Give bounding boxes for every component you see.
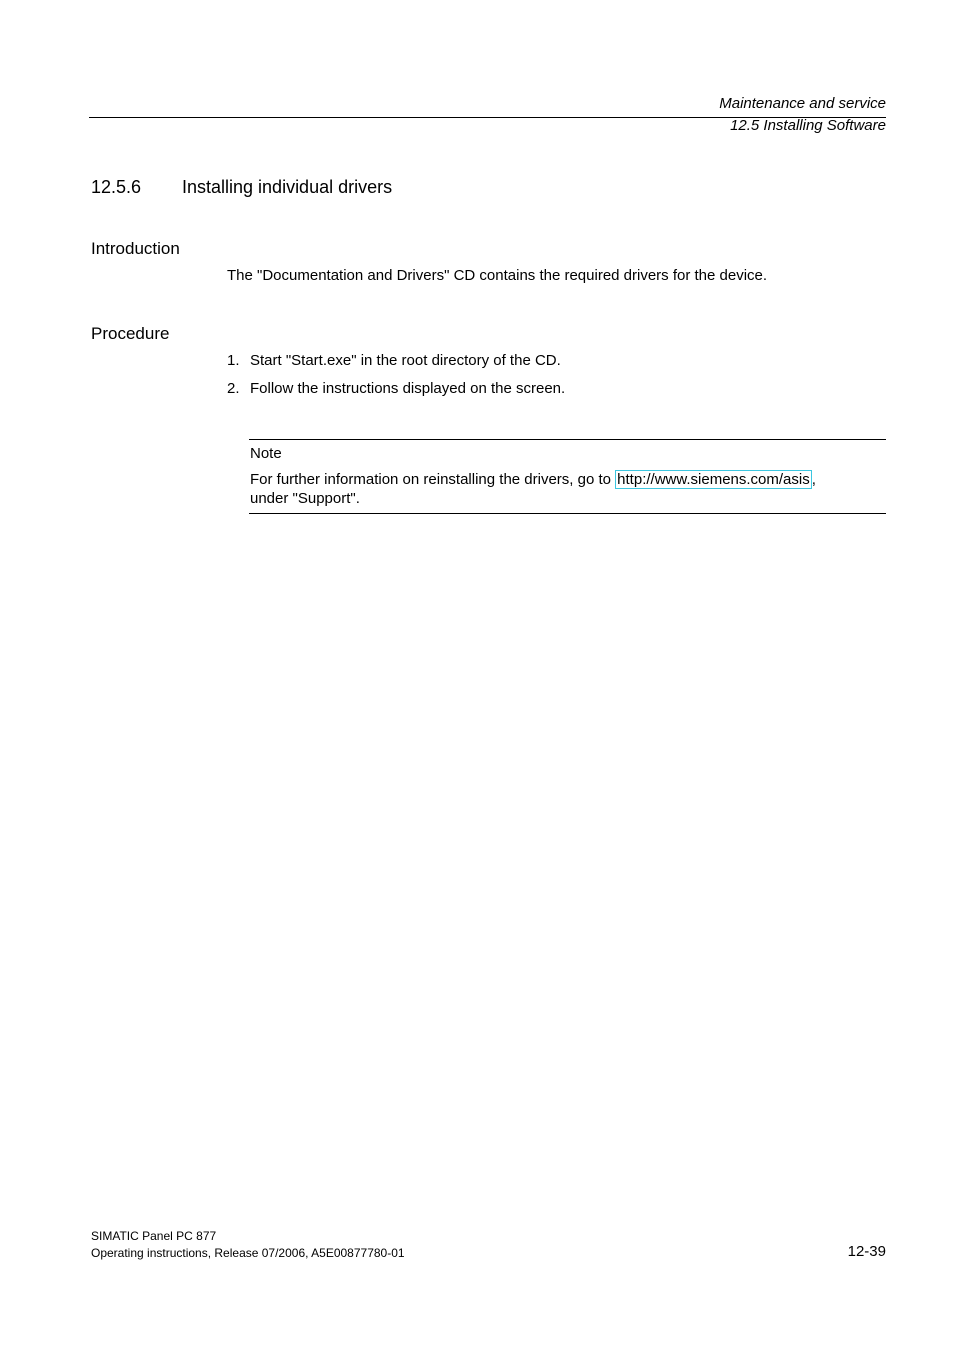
- step-text: Start "Start.exe" in the root directory of the CD.: [250, 352, 561, 369]
- procedure-heading: Procedure: [91, 324, 170, 343]
- introduction-heading: Introduction: [91, 239, 180, 258]
- header-section: 12.5 Installing Software: [730, 117, 886, 134]
- note-top-rule: [249, 439, 886, 440]
- page-number: 12-39: [847, 1243, 886, 1260]
- introduction-text: The "Documentation and Drivers" CD contains the required drivers for the device.: [227, 267, 768, 284]
- step-number: 1.: [227, 352, 240, 369]
- siemens-link[interactable]: http://www.siemens.com/asis: [617, 471, 810, 488]
- procedure-step: [227, 352, 561, 369]
- step-number: 2.: [227, 380, 240, 397]
- footer-product: SIMATIC Panel PC 877: [91, 1229, 217, 1243]
- section-number: 12.5.6: [91, 177, 142, 197]
- note-text-before: For further information on reinstalling the drivers, go to: [250, 471, 616, 488]
- note-text-line2: under "Support".: [250, 490, 360, 507]
- note-title: Note: [250, 445, 282, 462]
- note-text-after: ,: [811, 471, 816, 488]
- footer-doc-info: Operating instructions, Release 07/2006, A5E00877780-01: [91, 1246, 405, 1260]
- section-title: Installing individual drivers: [182, 177, 393, 197]
- step-text: Follow the instructions displayed on the screen.: [250, 380, 566, 397]
- procedure-step: [227, 380, 565, 397]
- note-bottom-rule: [249, 513, 886, 514]
- note-text: [250, 471, 816, 488]
- header-chapter: Maintenance and service: [719, 95, 886, 112]
